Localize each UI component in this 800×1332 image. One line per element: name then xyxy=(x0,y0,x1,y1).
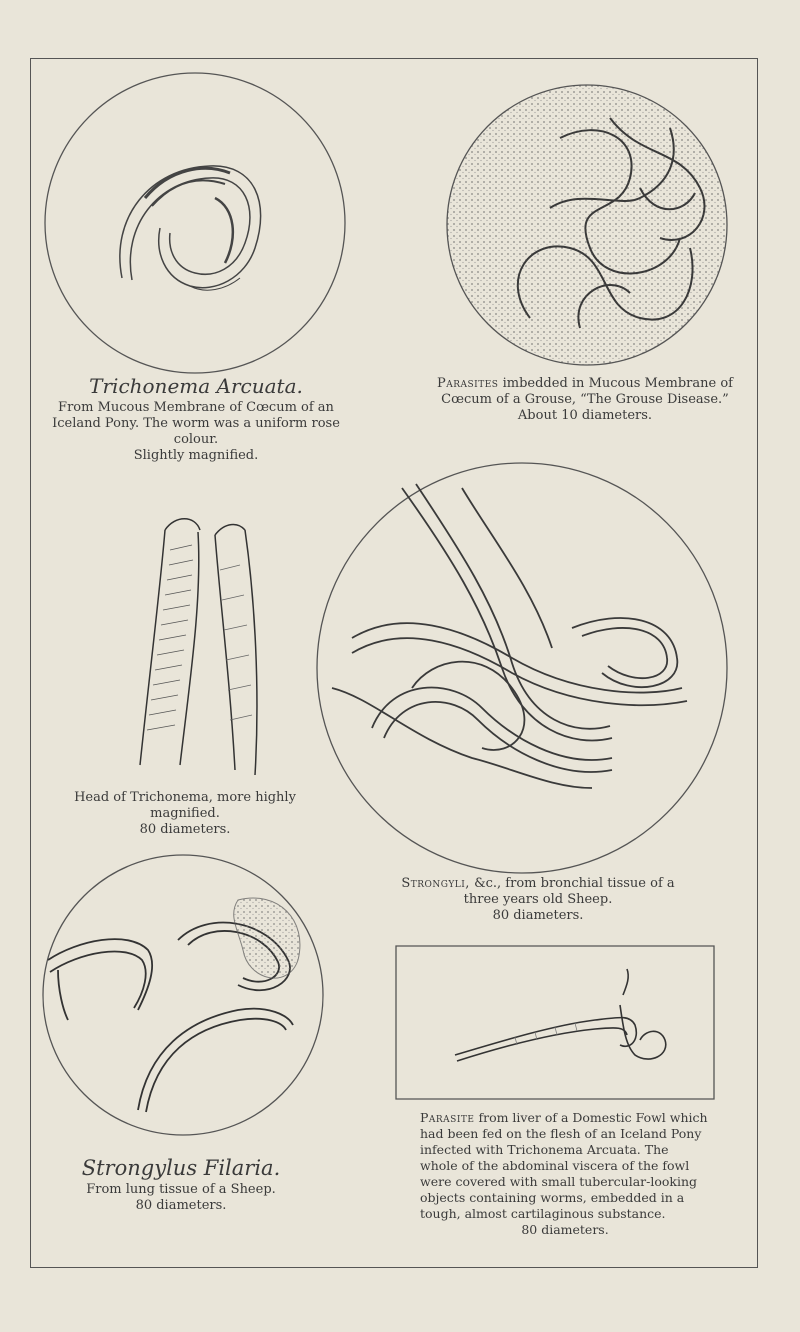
figure-strongyli-sheep xyxy=(312,458,732,878)
fig6-caption-lead: Parasite xyxy=(420,1110,475,1125)
fig5-caption-block xyxy=(46,1156,316,1214)
fig6-caption-block xyxy=(420,1110,710,1238)
fig5-title: Strongylus Filaria. xyxy=(81,1156,281,1180)
fig1-caption: From Mucous Membrane of Cœcum of an Iceland Pony. The worm was a uniform rose colour. xyxy=(52,400,340,447)
fig4-caption-block xyxy=(388,876,688,924)
figure-fowl-parasite xyxy=(395,945,715,1100)
fig3-note: 80 diameters. xyxy=(139,822,231,837)
fig1-note: Slightly magnified. xyxy=(133,448,259,463)
fig5-caption: From lung tissue of a Sheep. xyxy=(86,1182,276,1197)
fig2-note: About 10 diameters. xyxy=(517,408,653,423)
fig1-caption-block xyxy=(46,374,346,464)
figure-trichonema-arcuata xyxy=(40,68,350,378)
fig2-caption-lead: Parasites xyxy=(436,376,499,391)
fig6-note: 80 diameters. xyxy=(521,1222,609,1237)
fig1-title: Trichonema Arcuata. xyxy=(89,374,303,398)
figure-trichonema-head xyxy=(120,510,280,780)
fig4-note: 80 diameters. xyxy=(492,908,584,923)
fig2-caption: imbedded in Mucous Membrane of Cœcum of a Grouse, “The Grouse Disease.” xyxy=(441,376,733,407)
fig4-caption: &c., from bronchial tissue of a three years old Sheep. xyxy=(463,876,675,907)
figure-grouse-parasites xyxy=(440,78,735,373)
fig2-caption-block xyxy=(420,376,750,424)
fig3-caption-block xyxy=(70,790,300,838)
fig6-caption: from liver of a Domestic Fowl which had been fed on the flesh of an Iceland Pony infected with Trichonema Arcuata. The whole of the abdominal viscera of the fowl were covered with small tubercular-looking objects containing worms, embedded in a tough, almost cartilaginous substance. xyxy=(420,1110,708,1221)
fig4-caption-lead: Strongyli, xyxy=(401,876,470,891)
fig3-caption: Head of Trichonema, more highly magnified. xyxy=(74,790,296,821)
figure-strongylus-filaria xyxy=(38,850,328,1140)
fig5-note: 80 diameters. xyxy=(135,1198,227,1213)
